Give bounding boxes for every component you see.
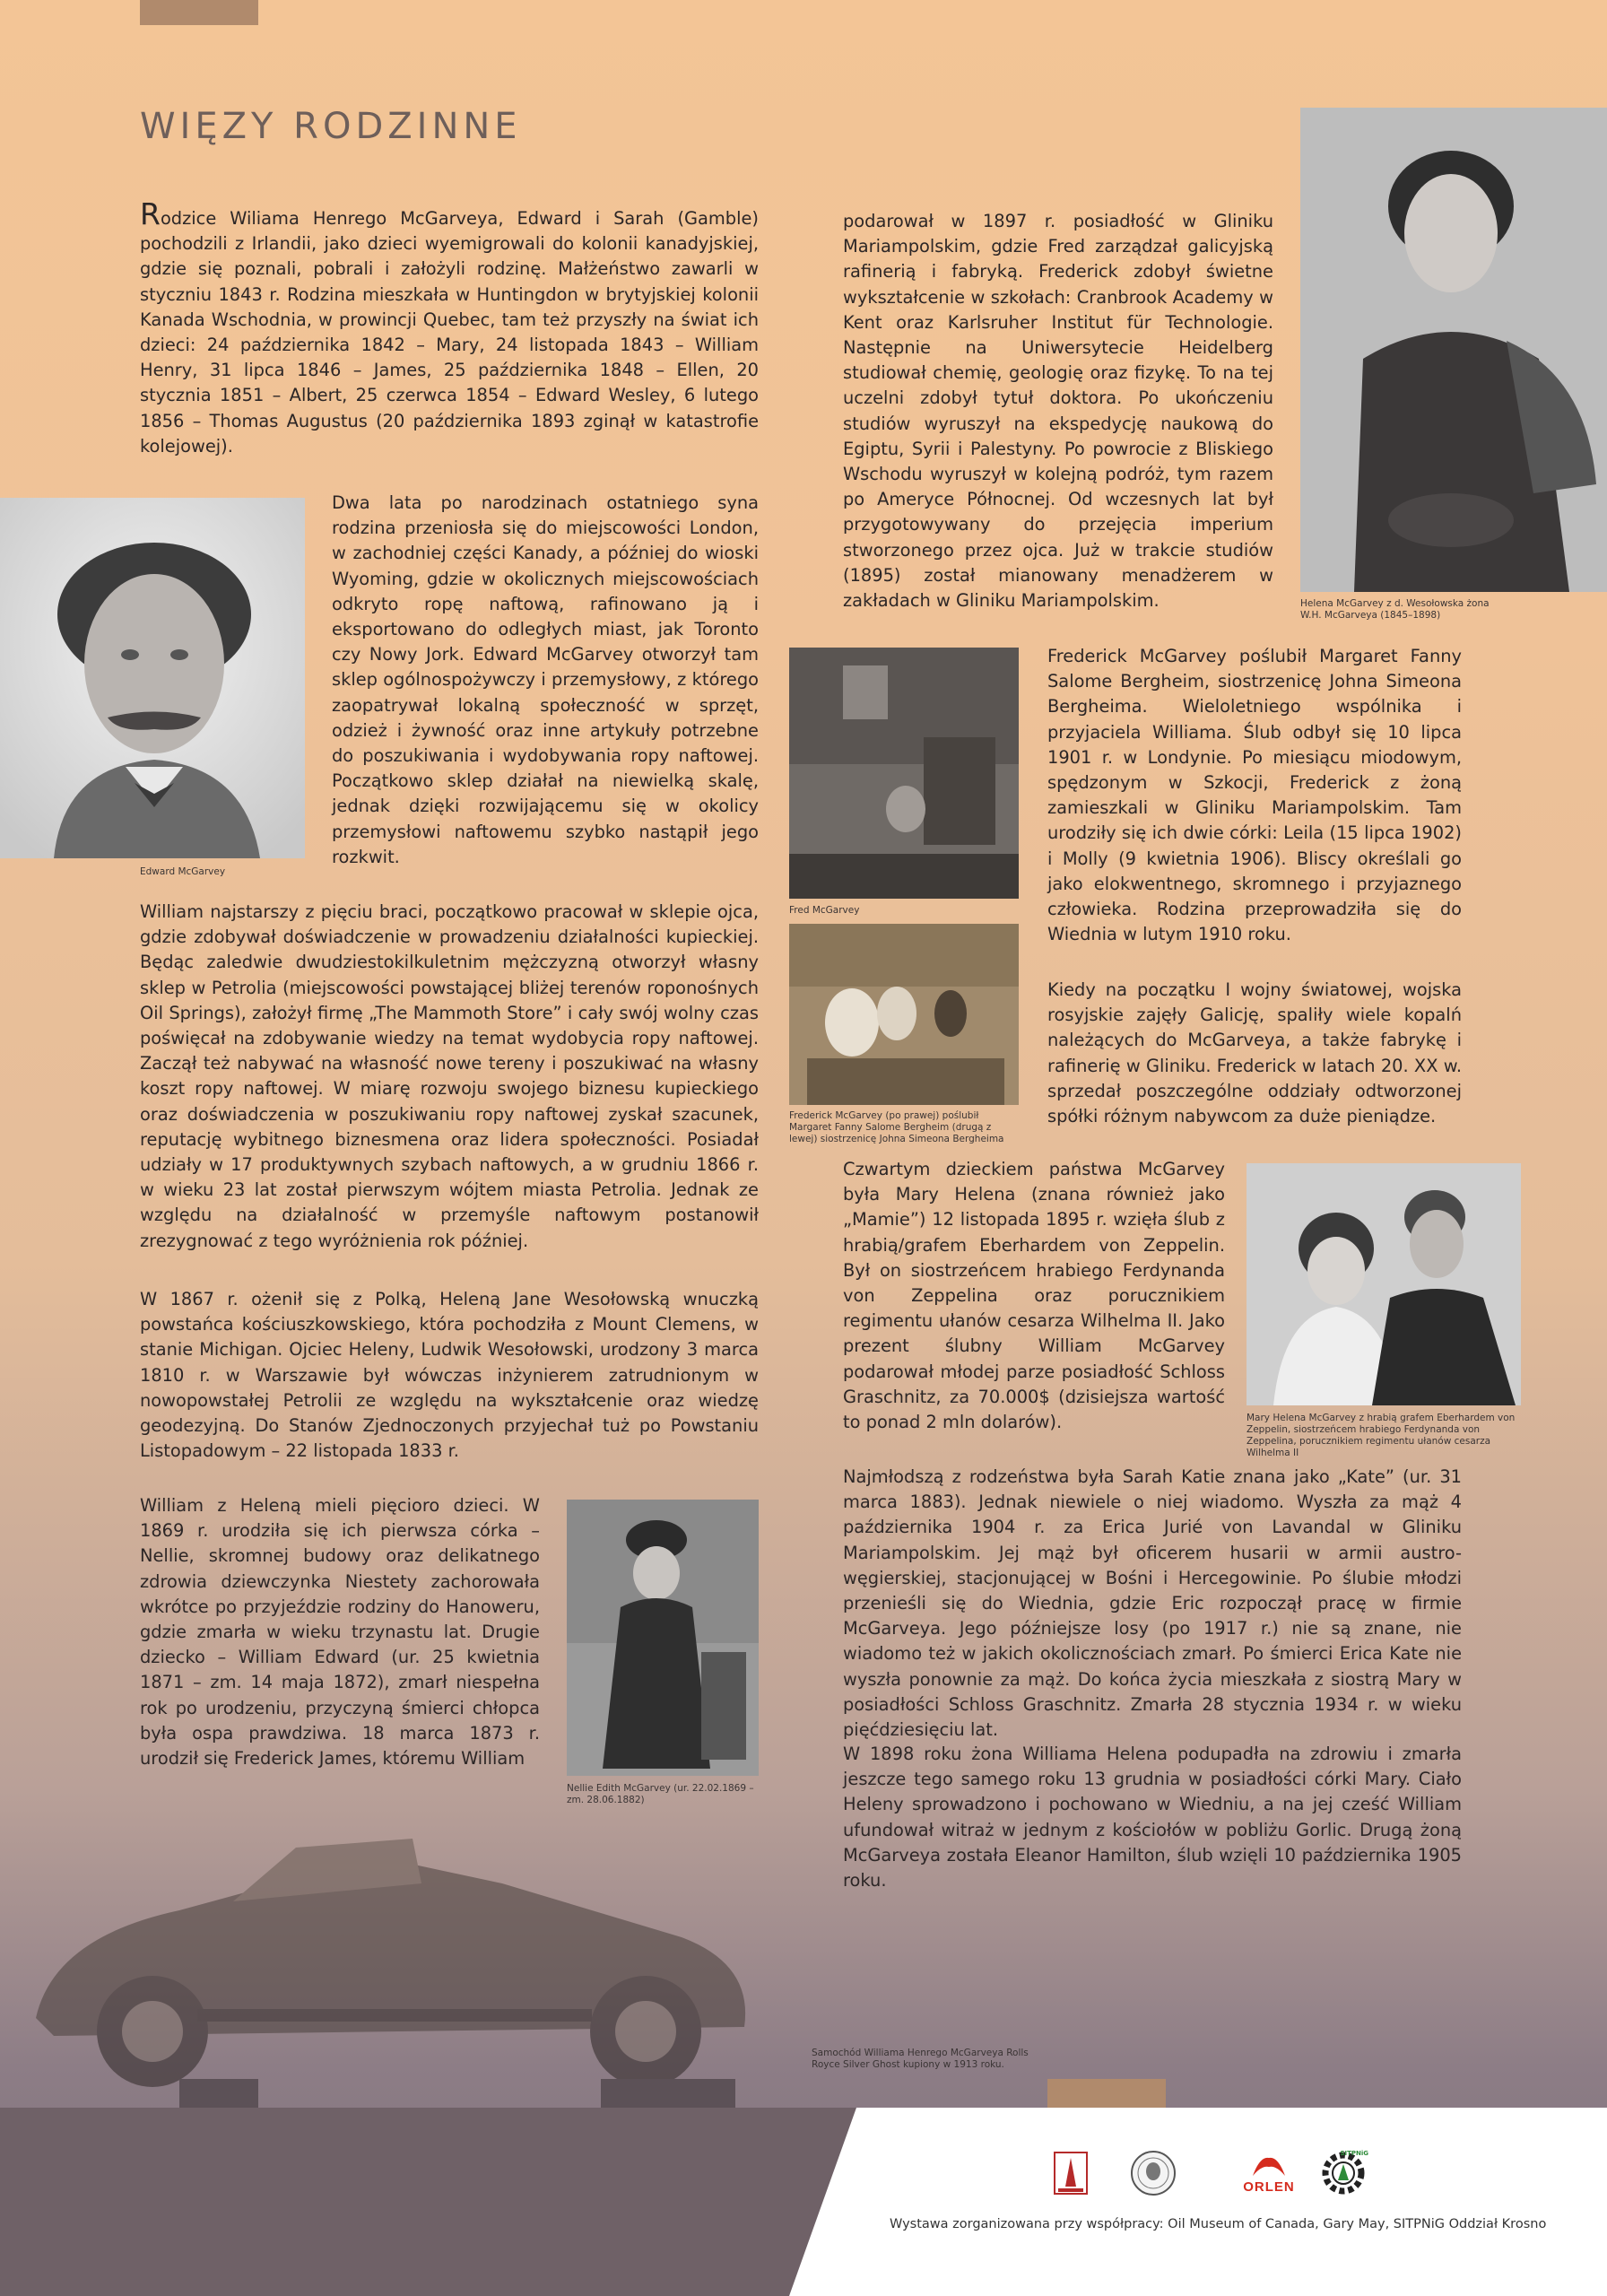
bottom-tab-accent	[1047, 2079, 1166, 2108]
logo-museum	[1047, 2146, 1094, 2200]
photo-mary-helena	[1247, 1163, 1521, 1405]
footer-band	[0, 2108, 1607, 2296]
photo-helena-mcgarvey	[1300, 108, 1607, 592]
car-image	[0, 1803, 789, 2099]
col2-paragraph-3: Kiedy na początku I wojny światowej, wojska rosyjskie zajęły Galicję, spaliły wiele kopalń należących do McGarveya, a także fabrykę i rafinerię w Gliniku. Frederick w latach 20. XX w. sprzedał poszczególne oddziały odtworzonej spółki różnym nabywcom za duże pieniądze.	[1047, 979, 1462, 1127]
col1-paragraph-1-text: odzice Wiliama Henrego McGarveya, Edward i Sarah (Gamble) pochodzili z Irlandii, jako dzieci wyemigrowali do kolonii kanadyjskiej, gdzie się poznali, pobrali i założyli rodzinę. Małżeństwo zawarli w styczniu 1843 r. Rodzina mieszkała w Huntingdon w brytyjskiej kolonii Kanada Wschodnia, w prowincji Quebec, tam też przyszły na świat ich dzieci: 24 października 1842 – Mary, 24 listopada 1843 – William Henry, 31 lipca 1846 – James, 25 października 1848 – Ellen, 20 stycznia 1851 – Albert, 25 czerwca 1854 – Edward Wesley, 6 lutego 1856 – Thomas Augustus (20 października 1893 zginął w katastrofie kolejowej).	[140, 208, 759, 457]
portrait-nellie-image	[567, 1500, 759, 1776]
portrait-edward-image	[0, 498, 305, 858]
photo-wedding	[789, 924, 1019, 1105]
col1-paragraph-1	[140, 196, 759, 459]
top-tab	[140, 0, 258, 25]
interior-fred-image	[789, 648, 1019, 899]
col1-paragraph-4: W 1867 r. ożenił się z Polką, Heleną Jane Wesołowską wnuczką powstańca kościuszkowskiego, która pochodziła z Mount Clemens, w stanie Michigan. Ojciec Heleny, Ludwik Wesołowski, urodzony 3 marca 1810 r. w Warszawie był wówczas inżynierem zatrudnionym w nowopowstałej Petrolii ze względu na wykształcenie oraz wiedzę geodezyjną. Do Stanów Zjednoczonych przyjechał tuż po Powstaniu Listopadowym – 22 listopada 1833 r.	[140, 1289, 759, 1462]
bottom-tab-left	[179, 2079, 258, 2108]
sitpnig-logo-text: SITPNiG	[1340, 2150, 1368, 2157]
caption-car: Samochód Williama Henrego McGarveya Rolls Royce Silver Ghost kupiony w 1913 roku.	[812, 2048, 1029, 2070]
caption-nellie: Nellie Edith McGarvey (ur. 22.02.1869 – zm. 28.06.1882)	[567, 1783, 754, 1805]
seal-logo-icon	[1130, 2150, 1177, 2196]
caption-wedding: Frederick McGarvey (po prawej) poślubił Margaret Fanny Salome Bergheim (drugą z lewej) siostrzenicę Johna Simeona Bergheima	[789, 1110, 1004, 1144]
photo-nellie-mcgarvey	[567, 1500, 759, 1776]
caption-fred: Fred McGarvey	[789, 905, 860, 916]
mary-and-eberhard-image	[1247, 1163, 1521, 1405]
photo-edward-mcgarvey	[0, 498, 305, 858]
drop-cap: R	[140, 196, 161, 231]
caption-mary: Mary Helena McGarvey z hrabią grafem Eberhardem von Zeppelin, siostrzeńcem hrabiego Ferdynanda von Zeppelina, porucznikiem regimentu ułanów cesarza Wilhelma II	[1247, 1413, 1516, 1458]
museum-logo-icon	[1053, 2151, 1089, 2196]
logo-seal	[1128, 2146, 1178, 2200]
caption-edward: Edward McGarvey	[140, 866, 226, 877]
col2-paragraph-4: Czwartym dzieckiem państwa McGarvey była Mary Helena (znana również jako „Mamie”) 12 listopada 1895 r. wzięła ślub z hrabią/grafem Eberhardem von Zeppelin. Był on siostrzeńcem hrabiego Ferdynanda von Zeppelina oraz porucznikiem regimentu ułanów cesarza Wilhelma II. Jako prezent ślubny William McGarvey podarował młodej parze posiadłość Schloss Graschnitz, za 70.000$ (dzisiejsza wartość to ponad 2 mln dolarów).	[843, 1159, 1225, 1433]
col1-paragraph-5: William z Heleną mieli pięcioro dzieci. W 1869 r. urodziła się ich pierwsza córka – Nellie, skromnej budowy oraz delikatnego zdrowia dziewczynka Niestety zachorowała wkrótce po przyjeździe rodziny do Hanoweru, gdzie zmarła w wieku trzynastu lat. Drugie dziecko – William Edward (ur. 25 kwietnia 1871 – zm. 14 maja 1872), zmarł niespełna rok po urodzeniu, przyczyną śmierci chłopca była ospa prawdziwa. 18 marca 1873 r. urodził się Frederick James, któremu William	[140, 1495, 540, 1770]
col1-paragraph-3: William najstarszy z pięciu braci, początkowo pracował w sklepie ojca, gdzie zdobywał doświadczenie w prowadzeniu działalności kupieckiej. Będąc zaledwie dwudziestokilkuletnim mężczyzną otworzył własny sklep w Petrolia (miejscowości powstającej bliżej terenów roponośnych Oil Springs), założył firmę „The Mammoth Store” i cały swój wolny czas poświęcał na zdobywanie wiedzy na temat wydobycia ropy naftowej. Zaczął też nabywać na własność nowe tereny i poszukiwać na własny koszt ropy naftowej. W miarę rozwoju swojego biznesu kupieckiego oraz doświadczenia w poszukiwaniu ropy naftowej zyskał szacunek, reputację wybitnego biznesmena oraz lidera społeczności. Posiadał udziały w 17 produktywnych szybach naftowych, a w grudniu 1866 r. w wieku 23 lat został pierwszym wójtem miasta Petrolia. Jednak ze względu na działalność w przemyśle naftowym postanowił zrezygnować z tego wyróżnienia rok później.	[140, 901, 759, 1251]
photo-rolls-royce-car	[0, 1803, 789, 2099]
orlen-logo-text: ORLEN	[1243, 2179, 1295, 2195]
footer-credits: Wystawa zorganizowana przy współpracy: Oil Museum of Canada, Gary May, SITPNiG Oddział Krosno	[890, 2217, 1547, 2231]
col2-paragraph-5: Najmłodszą z rodzeństwa była Sarah Katie znana jako „Kate” (ur. 31 marca 1883). Jednak niewiele o niej wiadomo. Wyszła za mąż 4 października 1904 r. za Erica Jurié von Lavandal w Gliniku Mariampolskim. Jej mąż był oficerem husarii w armii austro-węgierskiej, stacjonującej w Bośni i Hercegowinie. Po ślubie młodzi przenieśli się do Wiednia, gdzie Eric rozpoczął pracę w firmie McGarveya. Jego późniejsze losy (po 1917 r.) nie są znane, nie wiadomo też w jakich okolicznościach zmarł. Po śmierci Erica Kate nie wyszła ponownie za mąż. Do końca życia mieszkała z siostrą Mary w posiadłości Schloss Graschnitz. Zmarła 28 stycznia 1934 r. w wieku pięćdziesięciu lat.	[843, 1466, 1462, 1741]
col1-paragraph-2: Dwa lata po narodzinach ostatniego syna rodzina przeniosła się do miejscowości London, w zachodniej części Kanady, a później do wioski Wyoming, gdzie w okolicznych miejscowościach odkryto ropę naftową, rafinowano ją i eksportowano do odległych miast, jak Toronto czy Nowy Jork. Edward McGarvey otworzył tam sklep ogólnospożywczy i przemysłowy, z którego zaopatrywał lokalną społeczność w sprzęt, odzież i żywność oraz inne artykuły potrzebne do poszukiwania i wydobywania ropy naftowej. Początkowo sklep działał na niewielką skalę, jednak dzięki rozwijającemu się w okolicy przemysłowi naftowemu szybko nastąpił jego rozkwit.	[332, 492, 759, 867]
orlen-eagle-icon	[1249, 2152, 1289, 2179]
portrait-helena-image	[1300, 108, 1607, 592]
footer-white-panel	[0, 2108, 1607, 2296]
col2-paragraph-6: W 1898 roku żona Williama Helena podupadła na zdrowiu i zmarła jeszcze tego samego roku 13 grudnia w posiadłości córki Mary. Ciało Heleny sprowadzono i pochowano w Wiedniu, a na jej cześć William ufundował witraż w jednym z kościołów w pobliżu Gorlic. Drugą żoną McGarveya została Eleanor Hamilton, ślub wzięli 10 października 1905 roku.	[843, 1744, 1462, 1892]
caption-helena: Helena McGarvey z d. Wesołowska żona W.H. McGarveya (1845–1898)	[1300, 598, 1490, 621]
logo-orlen	[1238, 2146, 1300, 2200]
photo-fred-mcgarvey	[789, 648, 1019, 899]
col2-paragraph-2: Frederick McGarvey poślubił Margaret Fanny Salome Bergheim, siostrzenicę Johna Simeona Bergheima. Wieloletniego wspólnika i przyjaciela Williama. Ślub odbył się 10 lipca 1901 r. w Londynie. Po miesiącu miodowym, spędzonym w Szkocji, Frederick z żoną zamieszkali w Gliniku Mariampolskim. Tam urodziły się ich dwie córki: Leila (15 lipca 1902) i Molly (9 kwietnia 1906). Bliscy określali go jako elokwentnego, skromnego i przyjaznego człowieka. Rodzina przeprowadziła się do Wiednia w lutym 1910 roku.	[1047, 646, 1462, 945]
bottom-tab-left-2	[601, 2079, 735, 2108]
wedding-group-image	[789, 924, 1019, 1105]
col2-paragraph-1: podarował w 1897 r. posiadłość w Gliniku Mariampolskim, gdzie Fred zarządzał galicyjską rafinerią i fabryką. Frederick zdobył świetne wykształcenie w szkołach: Cranbrook Academy w Kent oraz Karlsruher Institut für Technologie. Następnie na Uniwersytecie Heidelberg studiował chemię, geologię oraz fizykę. To na tej uczelni zdobył tytuł doktora. Po ukończeniu studiów wyruszył na ekspedycję naukową do Egiptu, Syrii i Palestyny. Po powrocie z Bliskiego Wschodu wyruszył w kolejną podróż, tym razem po Ameryce Północnej. Od wczesnych lat był przygotowywany do przejęcia imperium stworzonego przez ojca. Już w trakcie studiów (1895) został mianowany menadżerem w zakładach w Gliniku Mariampolskim.	[843, 211, 1273, 612]
page-title: WIĘZY RODZINNE	[140, 106, 522, 147]
logo-sitpnig	[1316, 2146, 1370, 2200]
